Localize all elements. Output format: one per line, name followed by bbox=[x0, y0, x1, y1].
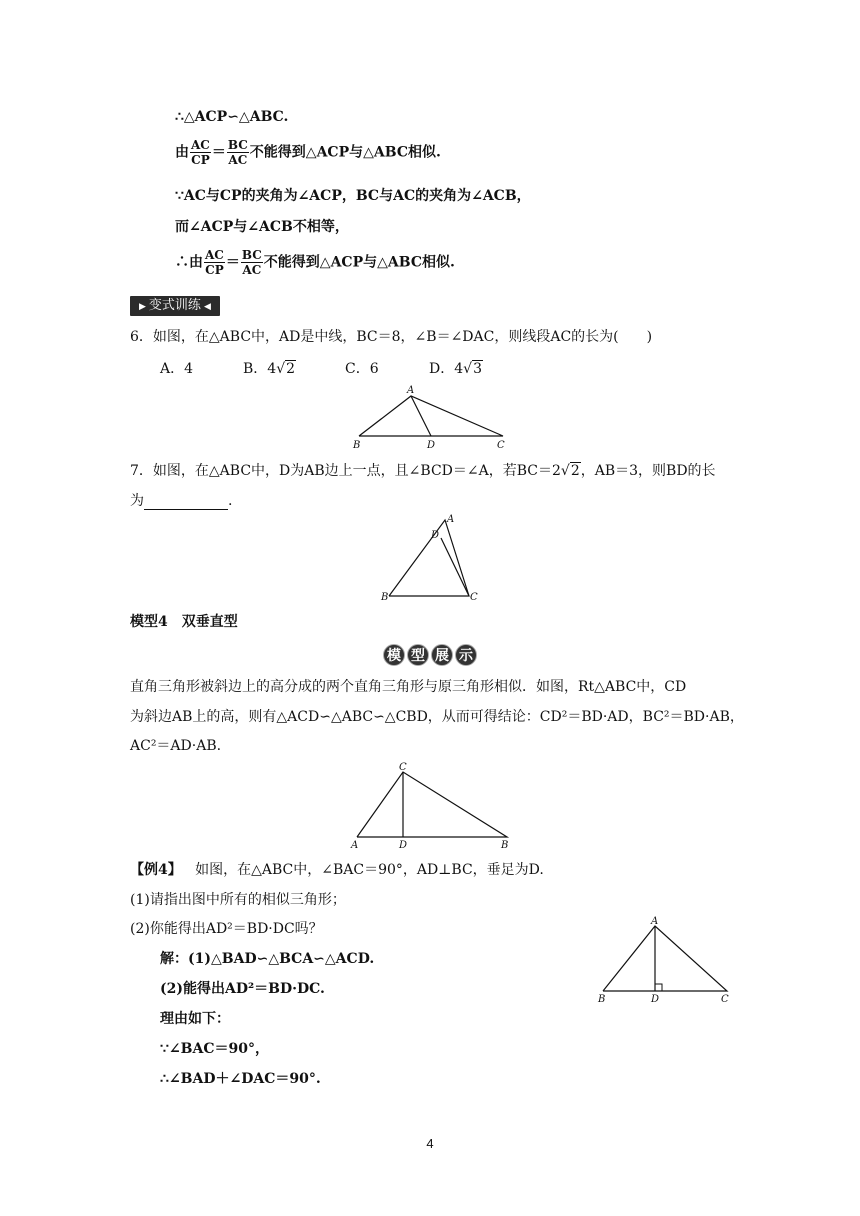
solution-line-3: ∵AC与CP的夹角为∠ACP，BC与AC的夹角为∠ACB， bbox=[175, 188, 531, 204]
denominator: AC bbox=[242, 263, 262, 277]
equals: ＝ bbox=[225, 254, 240, 271]
text: . bbox=[228, 493, 233, 509]
text: 7．如图，在△ABC中，D为AB边上一点，且∠BCD＝∠A，若BC＝2 bbox=[130, 463, 561, 479]
variant-training-badge bbox=[130, 296, 220, 316]
text: 如图，在△ABC中，∠BAC＝90°，AD⊥BC，垂足为D. bbox=[195, 862, 544, 878]
badge-label: 变式训练 bbox=[148, 298, 201, 313]
model-4-paragraph-line-1: 直角三角形被斜边上的高分成的两个直角三角形与原三角形相似．如图，Rt△ABC中，CD bbox=[130, 679, 687, 695]
fraction-ac-cp bbox=[204, 248, 225, 277]
radicand: 2 bbox=[570, 463, 580, 479]
label-c: C bbox=[721, 994, 729, 1005]
triangle-abc bbox=[389, 520, 469, 596]
triangle-right-icon: ▶ bbox=[139, 302, 146, 312]
label-a: A bbox=[447, 514, 455, 525]
example-4-solution-1: 解：(1)△BAD∽△BCA∽△ACD. bbox=[160, 951, 375, 967]
label-a: A bbox=[407, 385, 415, 396]
solution-line-2 bbox=[175, 138, 441, 167]
text: 由 bbox=[175, 144, 189, 161]
label-a: A bbox=[351, 840, 359, 851]
denominator: AC bbox=[228, 153, 248, 167]
numerator: BC bbox=[227, 138, 248, 152]
text: ，AB＝3，则BD的长 bbox=[580, 463, 716, 479]
label-d: D bbox=[651, 994, 660, 1005]
label-b: B bbox=[353, 440, 361, 451]
text: ∴由 bbox=[175, 254, 203, 271]
example-4-question-2: (2)你能得出AD²＝BD·DC吗？ bbox=[130, 921, 323, 937]
label-c: C bbox=[470, 592, 478, 603]
label-a: A bbox=[651, 916, 659, 927]
label-c: C bbox=[399, 762, 407, 773]
right-angle-mark bbox=[655, 984, 662, 991]
solution-line-5 bbox=[175, 248, 455, 277]
fraction-bc-ac bbox=[227, 138, 249, 167]
numerator: BC bbox=[241, 248, 262, 262]
model-show-banner bbox=[383, 644, 479, 668]
example-4-solution-2: (2)能得出AD²＝BD·DC. bbox=[160, 981, 325, 997]
page-number: 4 bbox=[426, 1136, 434, 1151]
median-ad bbox=[411, 396, 431, 436]
denominator: CP bbox=[191, 153, 210, 167]
fraction-bc-ac bbox=[241, 248, 263, 277]
solution-line-4: 而∠ACP与∠ACB不相等， bbox=[175, 219, 349, 235]
figure-q6-triangle bbox=[345, 383, 515, 453]
fraction-ac-cp bbox=[190, 138, 211, 167]
model-4-heading: 模型4 双垂直型 bbox=[130, 614, 238, 630]
text: 不能得到△ACP与△ABC相似. bbox=[263, 254, 455, 271]
question-7-line-1 bbox=[130, 462, 716, 480]
banner-char-3: 展 bbox=[431, 644, 453, 666]
triangle-left-icon: ◀ bbox=[203, 302, 211, 312]
text: B．4 bbox=[243, 361, 277, 377]
denominator: CP bbox=[205, 263, 224, 277]
triangle-abc bbox=[357, 772, 507, 837]
label-d: D bbox=[431, 530, 440, 541]
label-b: B bbox=[598, 994, 606, 1005]
option-b bbox=[243, 360, 296, 378]
question-6: 6．如图，在△ABC中，AD是中线，BC＝8，∠B＝∠DAC，则线段AC的长为( ) bbox=[130, 329, 653, 345]
option-a: A．4 bbox=[160, 361, 194, 377]
model-4-paragraph-line-3: AC²＝AD·AB. bbox=[130, 738, 222, 754]
text: 不能得到△ACP与△ABC相似. bbox=[249, 144, 441, 161]
example-4-solution-5: ∴∠BAD＋∠DAC＝90°. bbox=[160, 1071, 321, 1087]
label-c: C bbox=[497, 440, 505, 451]
banner-char-2: 型 bbox=[407, 644, 429, 666]
example-4-statement bbox=[130, 861, 544, 879]
text: 为 bbox=[130, 493, 144, 509]
banner-char-1: 模 bbox=[383, 644, 405, 666]
label-b: B bbox=[381, 592, 389, 603]
answer-blank[interactable] bbox=[144, 495, 228, 510]
numerator: AC bbox=[205, 248, 224, 262]
banner-char-4: 示 bbox=[455, 644, 477, 666]
triangle-abc bbox=[359, 396, 503, 436]
option-d bbox=[429, 360, 483, 378]
numerator: AC bbox=[191, 138, 210, 152]
example-4-question-1: (1)请指出图中所有的相似三角形； bbox=[130, 892, 346, 908]
label-b: B bbox=[501, 840, 509, 851]
sqrt: √2 bbox=[276, 361, 296, 377]
example-4-solution-3: 理由如下： bbox=[160, 1011, 230, 1027]
figure-model-4-triangle bbox=[345, 760, 515, 852]
triangle-abc bbox=[603, 926, 727, 991]
sqrt: √3 bbox=[463, 361, 482, 377]
radicand: 3 bbox=[473, 361, 482, 377]
figure-example-4-triangle bbox=[593, 914, 733, 1006]
label-d: D bbox=[427, 440, 436, 451]
question-7-line-2 bbox=[130, 492, 232, 510]
example-tag: 【例4】 bbox=[130, 862, 182, 878]
radicand: 2 bbox=[286, 361, 296, 377]
text: D．4 bbox=[429, 361, 464, 377]
sqrt: √2 bbox=[560, 463, 580, 479]
example-4-solution-4: ∵∠BAC＝90°， bbox=[160, 1041, 269, 1057]
segment-cd bbox=[441, 538, 469, 596]
figure-q7-triangle bbox=[375, 512, 485, 604]
model-4-paragraph-line-2: 为斜边AB上的高，则有△ACD∽△ABC∽△CBD，从而可得结论：CD²＝BD·AD，BC²＝BD·AB， bbox=[130, 709, 744, 725]
solution-line-1: ∴△ACP∽△ABC. bbox=[175, 109, 289, 125]
label-d: D bbox=[399, 840, 408, 851]
option-c: C．6 bbox=[345, 361, 379, 377]
equals: ＝ bbox=[211, 144, 226, 161]
